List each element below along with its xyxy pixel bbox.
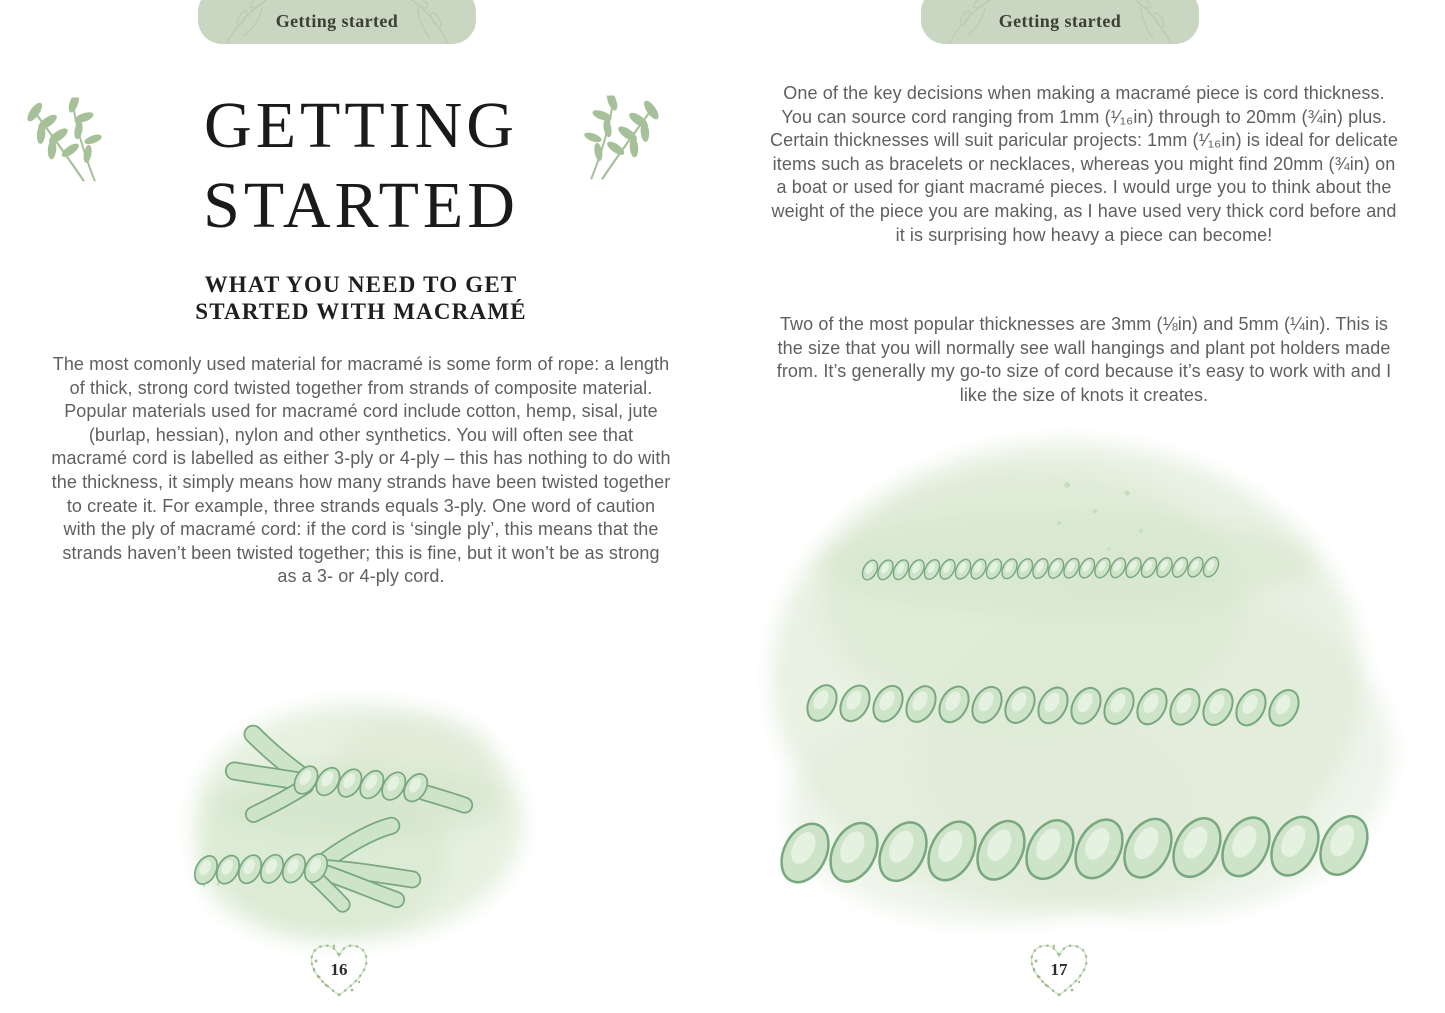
page-title-line1: GETTING	[204, 89, 518, 162]
section-tab	[921, 0, 1199, 44]
page-number-wreath	[1024, 938, 1094, 1006]
page-title-line2: STARTED	[203, 169, 519, 242]
page-subtitle	[0, 271, 722, 325]
page-number-wreath	[304, 938, 374, 1006]
section-tab	[198, 0, 476, 44]
page-number: 17	[1050, 960, 1068, 979]
section-tab-label: Getting started	[275, 11, 399, 31]
page-subtitle-line1: WHAT YOU NEED TO GET	[204, 272, 518, 297]
page-title	[0, 86, 722, 246]
section-tab-label: Getting started	[998, 11, 1122, 31]
rope-thickness-illustration	[737, 423, 1433, 941]
page-number: 16	[330, 960, 348, 979]
right-page	[723, 0, 1445, 1013]
left-page	[0, 0, 722, 1013]
page-subtitle-line2: STARTED WITH MACRAMÉ	[195, 299, 527, 324]
body-paragraph: Two of the most popular thicknesses are 3mm (⅛in) and 5mm (¼in). This is the size that you will normally see wall hangings and plant pot holders made from. It’s generally my go-to size of cord because it’s easy to work with and I like the size of knots it creates.	[776, 314, 1392, 405]
body-paragraph: The most comonly used material for macramé is some form of rope: a length of thick, strong cord twisted together from strands of composite material. Popular materials used for macramé cord include cotton, hemp, sisal, jute (burlap, hessian), nylon and other synthetics. You will often see that macramé cord is labelled as either 3-ply or 4-ply – this has nothing to do with the thickness, it simply means how many strands have been twisted together to create it. For example, three strands equals 3-ply. One word of caution with the ply of macramé cord: if the cord is ‘single ply’, this means that the strands haven’t been twisted together; this is fine, but it won’t be as strong as a 3- or 4-ply cord.	[51, 354, 671, 587]
body-paragraph: One of the key decisions when making a macramé piece is cord thickness. You can source cord ranging from 1mm (¹⁄₁₆in) through to 20mm (¾in) plus. Certain thicknesses will suit paricular projects: 1mm (¹⁄₁₆in) is ideal for delicate items such as bracelets or necklaces, whereas you might find 20mm (¾in) on a boat or used for giant macramé pieces. I would urge you to think about the weight of the piece you are making, as I have used very thick cord before and it is surprising how heavy a piece can become!	[770, 83, 1398, 245]
rope-ends-illustration	[158, 672, 542, 960]
